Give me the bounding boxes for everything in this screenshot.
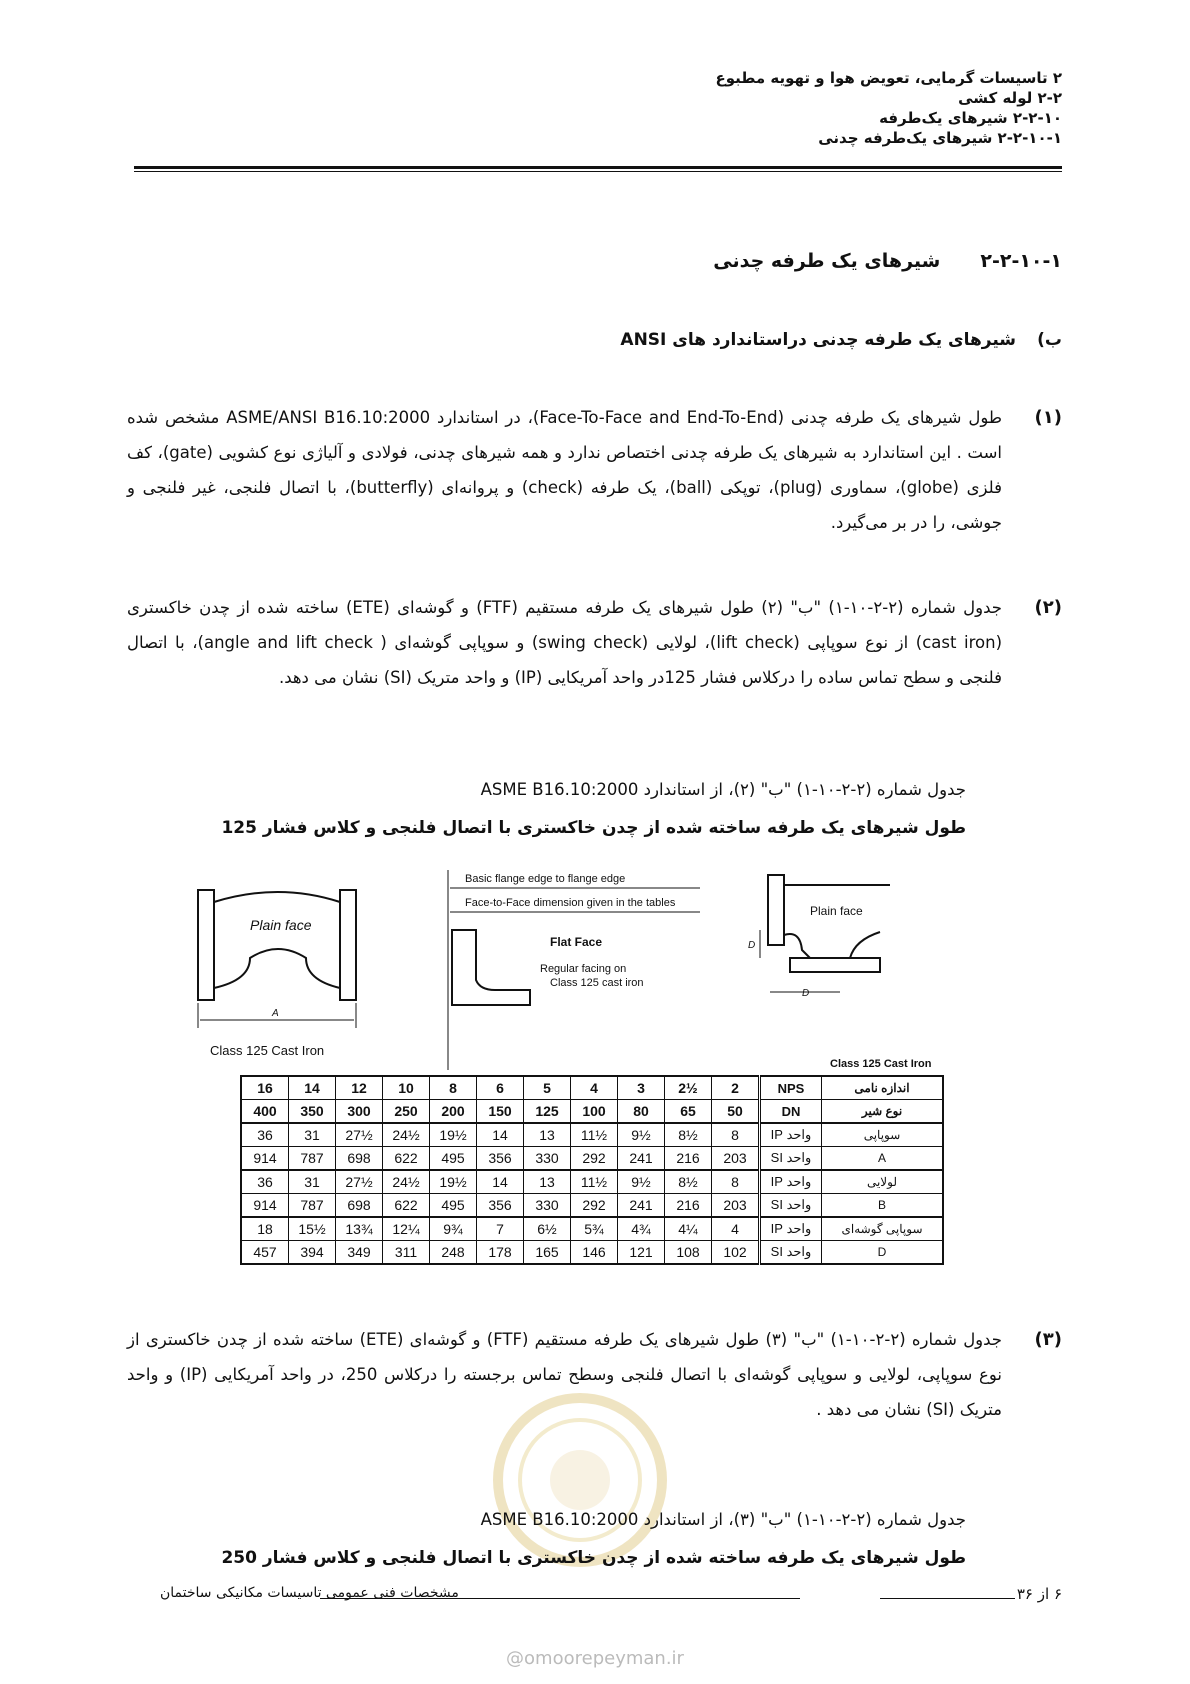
table-cell: 787 xyxy=(289,1194,336,1218)
mid-line-2: Face-to-Face dimension given in the tables xyxy=(465,897,676,909)
table-cell: 216 xyxy=(665,1147,712,1171)
row-label: A xyxy=(822,1147,944,1171)
subsection-label: ب) xyxy=(1037,330,1062,350)
table-cell: 10 xyxy=(383,1076,430,1100)
table-cell: 100 xyxy=(571,1100,618,1124)
paragraph-text: جدول شماره (۲-۲-۱۰-۱) "ب" (۳) طول شیرهای یک طرفه مستقیم (FTF) و گوشه‌ای (ETE) ساخته شده از چدن خاکستری از نوع سوپاپی، لولایی و سوپاپی گوشه‌ای با اتصال فلنجی وسطح تماس برجسته را درکلاس 250، در واحد آمریکایی (IP) و واحد متریک (SI) نشان می دهد . xyxy=(127,1330,1003,1419)
table-cell: 24½ xyxy=(383,1123,430,1147)
table-cell: 200 xyxy=(430,1100,477,1124)
paragraph-text: جدول شماره (۲-۲-۱۰-۱) "ب" (۲) طول شیرهای یک طرفه مستقیم (FTF) و گوشه‌ای (ETE) ساخته شده از چدن خاکستری (cast iron) از نوع سوپاپی (lift check)، لولایی (swing check) و سوپاپی گوشه‌ای ( angle and lift check)، با اتصال فلنجی و سطح تماس ساده را درکلاس فشار 125در واحد آمریکایی (IP) و واحد متریک (SI) نشان می دهد. xyxy=(127,598,1003,687)
table-title: طول شیرهای یک طرفه ساخته شده از چدن خاکستری با اتصال فلنجی و کلاس فشار 250 xyxy=(221,1548,966,1568)
row-label: D xyxy=(822,1241,944,1265)
valve-si-row xyxy=(241,1147,943,1171)
table-cell: 4 xyxy=(712,1217,760,1241)
table-cell: 216 xyxy=(665,1194,712,1218)
site-watermark: @omoorepeyman.ir xyxy=(506,1648,684,1669)
table-cell: 698 xyxy=(336,1147,383,1171)
table-cell: 102 xyxy=(712,1241,760,1265)
watermark-seal xyxy=(490,1390,670,1570)
subsection-title: شیرهای یک طرفه چدنی دراستاندارد های ANSI xyxy=(620,330,1016,350)
paragraph-2 xyxy=(127,590,1062,695)
mid-note-1: Regular facing on xyxy=(540,963,627,975)
mid-line-1: Basic flange edge to flange edge xyxy=(465,873,626,885)
unit-cell: DN xyxy=(760,1100,822,1124)
table-cell: 8 xyxy=(430,1076,477,1100)
table-cell: 6½ xyxy=(524,1217,571,1241)
table-cell: 9½ xyxy=(618,1123,665,1147)
table-cell: 12¼ xyxy=(383,1217,430,1241)
left-caption: Class 125 Cast Iron xyxy=(210,1043,325,1058)
dn-row xyxy=(241,1100,943,1124)
table-cell: 2½ xyxy=(665,1076,712,1100)
table-cell: 121 xyxy=(618,1241,665,1265)
right-label: Plain face xyxy=(810,904,863,918)
table-cell: 5 xyxy=(524,1076,571,1100)
table-cell: 394 xyxy=(289,1241,336,1265)
header-line-4: ۲-۲-۱۰-۱ شیرهای یک‌طرفه چدنی xyxy=(818,129,1062,147)
valve-ip-row xyxy=(241,1170,943,1194)
table-cell: 6 xyxy=(477,1076,524,1100)
table-cell: 400 xyxy=(241,1100,289,1124)
mid-note-2: Class 125 cast iron xyxy=(550,977,644,989)
table-cell: 13¾ xyxy=(336,1217,383,1241)
unit-cell: واحد SI xyxy=(760,1147,822,1171)
table-caption: جدول شماره (۲-۲-۱۰-۱) "ب" (۲)، از استاندارد ASME B16.10:2000 xyxy=(480,780,966,799)
row-label: نوع شیر xyxy=(822,1100,944,1124)
header-rule-thin xyxy=(134,171,1062,172)
header-line-3: ۲-۲-۱۰ شیرهای یک‌طرفه xyxy=(879,109,1062,127)
table-cell: 178 xyxy=(477,1241,524,1265)
left-dim: A xyxy=(272,1008,279,1019)
table-cell: 146 xyxy=(571,1241,618,1265)
unit-cell: واحد IP xyxy=(760,1217,822,1241)
table-cell: 31 xyxy=(289,1170,336,1194)
row-label: سوپاپی گوشه‌ای xyxy=(822,1217,944,1241)
paragraph-mark: (۱) xyxy=(1034,407,1062,428)
unit-cell: واحد IP xyxy=(760,1170,822,1194)
table-cell: 2 xyxy=(712,1076,760,1100)
unit-cell: NPS xyxy=(760,1076,822,1100)
unit-cell: واحد SI xyxy=(760,1194,822,1218)
valve-length-table xyxy=(240,1075,944,1265)
table-cell: 150 xyxy=(477,1100,524,1124)
table-cell: 24½ xyxy=(383,1170,430,1194)
unit-cell: واحد SI xyxy=(760,1241,822,1265)
table-cell: 36 xyxy=(241,1123,289,1147)
table-cell: 19½ xyxy=(430,1123,477,1147)
table-cell: 36 xyxy=(241,1170,289,1194)
table-cell: 19½ xyxy=(430,1170,477,1194)
row-label: لولایی xyxy=(822,1170,944,1194)
valve-si-row xyxy=(241,1194,943,1218)
table-title: طول شیرهای یک طرفه ساخته شده از چدن خاکستری با اتصال فلنجی و کلاس فشار 125 xyxy=(221,818,966,838)
paragraph-mark: (۳) xyxy=(1034,1329,1062,1350)
table-cell: 495 xyxy=(430,1194,477,1218)
left-label: Plain face xyxy=(250,917,312,933)
table-cell: 311 xyxy=(383,1241,430,1265)
valve-ip-row xyxy=(241,1123,943,1147)
valve-dimension-figure xyxy=(190,870,960,1070)
table-cell: 11½ xyxy=(571,1170,618,1194)
table-cell: 241 xyxy=(618,1194,665,1218)
table-cell: 4 xyxy=(571,1076,618,1100)
table-cell: 203 xyxy=(712,1147,760,1171)
table-cell: 27½ xyxy=(336,1170,383,1194)
header-line-2: ۲-۲ لوله کشی xyxy=(958,89,1062,107)
table-cell: 241 xyxy=(618,1147,665,1171)
running-header xyxy=(462,68,1062,148)
table-cell: 356 xyxy=(477,1194,524,1218)
table-cell: 13 xyxy=(524,1170,571,1194)
table-cell: 622 xyxy=(383,1194,430,1218)
section-title: شیرهای یک طرفه چدنی xyxy=(713,250,941,272)
table-cell: 292 xyxy=(571,1147,618,1171)
row-label: اندازه نامی xyxy=(822,1076,944,1100)
header-line-1: ۲ تاسیسات گرمایی، تعویض هوا و تهویه مطبوع xyxy=(715,69,1062,87)
table-cell: 65 xyxy=(665,1100,712,1124)
mid-title: Flat Face xyxy=(550,935,603,949)
right-angle-valve-drawing xyxy=(760,875,890,992)
table-cell: 31 xyxy=(289,1123,336,1147)
footer-title: مشخصات فنی عمومی تاسیسات مکانیکی ساختمان xyxy=(160,1585,459,1601)
table-cell: 8 xyxy=(712,1123,760,1147)
right-dim-v: D xyxy=(748,940,756,951)
section-number: ۲-۲-۱۰-۱ xyxy=(980,250,1062,272)
footer-rule xyxy=(880,1598,1015,1599)
paragraph-1 xyxy=(127,400,1062,540)
right-dim-h: D xyxy=(802,988,810,999)
unit-cell: واحد IP xyxy=(760,1123,822,1147)
table-cell: 3 xyxy=(618,1076,665,1100)
table-cell: 349 xyxy=(336,1241,383,1265)
right-caption: Class 125 Cast Iron xyxy=(830,1058,932,1070)
table-cell: 108 xyxy=(665,1241,712,1265)
table-cell: 7 xyxy=(477,1217,524,1241)
table-cell: 80 xyxy=(618,1100,665,1124)
table-cell: 8½ xyxy=(665,1170,712,1194)
table-cell: 356 xyxy=(477,1147,524,1171)
table-cell: 250 xyxy=(383,1100,430,1124)
table-cell: 4¼ xyxy=(665,1217,712,1241)
table-cell: 300 xyxy=(336,1100,383,1124)
table-cell: 248 xyxy=(430,1241,477,1265)
table-cell: 11½ xyxy=(571,1123,618,1147)
table-cell: 330 xyxy=(524,1194,571,1218)
row-label: B xyxy=(822,1194,944,1218)
table-cell: 15½ xyxy=(289,1217,336,1241)
table-cell: 350 xyxy=(289,1100,336,1124)
table-cell: 14 xyxy=(477,1170,524,1194)
table-cell: 12 xyxy=(336,1076,383,1100)
table-cell: 8½ xyxy=(665,1123,712,1147)
table-cell: 698 xyxy=(336,1194,383,1218)
table-cell: 125 xyxy=(524,1100,571,1124)
subsection-heading xyxy=(620,330,1062,350)
paragraph-mark: (۲) xyxy=(1034,597,1062,618)
table-cell: 457 xyxy=(241,1241,289,1265)
valve-ip-row xyxy=(241,1217,943,1241)
table-cell: 914 xyxy=(241,1147,289,1171)
table-cell: 9¾ xyxy=(430,1217,477,1241)
table-cell: 914 xyxy=(241,1194,289,1218)
table-cell: 165 xyxy=(524,1241,571,1265)
header-rule xyxy=(134,166,1062,169)
table-cell: 14 xyxy=(289,1076,336,1100)
table-cell: 4¾ xyxy=(618,1217,665,1241)
table-cell: 495 xyxy=(430,1147,477,1171)
table-cell: 9½ xyxy=(618,1170,665,1194)
page-number: ۶ از ۳۶ xyxy=(1016,1585,1062,1603)
table-cell: 14 xyxy=(477,1123,524,1147)
nps-row xyxy=(241,1076,943,1100)
table-cell: 27½ xyxy=(336,1123,383,1147)
table-cell: 622 xyxy=(383,1147,430,1171)
valve-si-row xyxy=(241,1241,943,1265)
section-heading xyxy=(713,250,1062,272)
table-caption: جدول شماره (۲-۲-۱۰-۱) "ب" (۳)، از استاندارد ASME B16.10:2000 xyxy=(480,1510,966,1529)
table-cell: 13 xyxy=(524,1123,571,1147)
table-cell: 330 xyxy=(524,1147,571,1171)
table-cell: 18 xyxy=(241,1217,289,1241)
table-cell: 8 xyxy=(712,1170,760,1194)
row-label: سوپاپی xyxy=(822,1123,944,1147)
table-cell: 787 xyxy=(289,1147,336,1171)
table-cell: 203 xyxy=(712,1194,760,1218)
paragraph-text: طول شیرهای یک طرفه چدنی (Face-To-Face and End-To-End)، در استاندارد ASME/ANSI B16.10:2000 مشخص شده است . این استاندارد به شیرهای یک طرفه چدنی اختصاص ندارد و همه شیرهای چدنی، فولادی و آلیاژی نوع کشویی (gate)، کف فلزی (globe)، سماوری (plug)، توپکی (ball)، یک طرفه (check) و پروانه‌ای (butterfly)، با اتصال فلنجی، غیر فلنجی و جوشی، را در بر می‌گیرد. xyxy=(127,408,1002,532)
table-cell: 292 xyxy=(571,1194,618,1218)
table-cell: 50 xyxy=(712,1100,760,1124)
table-cell: 5¾ xyxy=(571,1217,618,1241)
table-cell: 16 xyxy=(241,1076,289,1100)
